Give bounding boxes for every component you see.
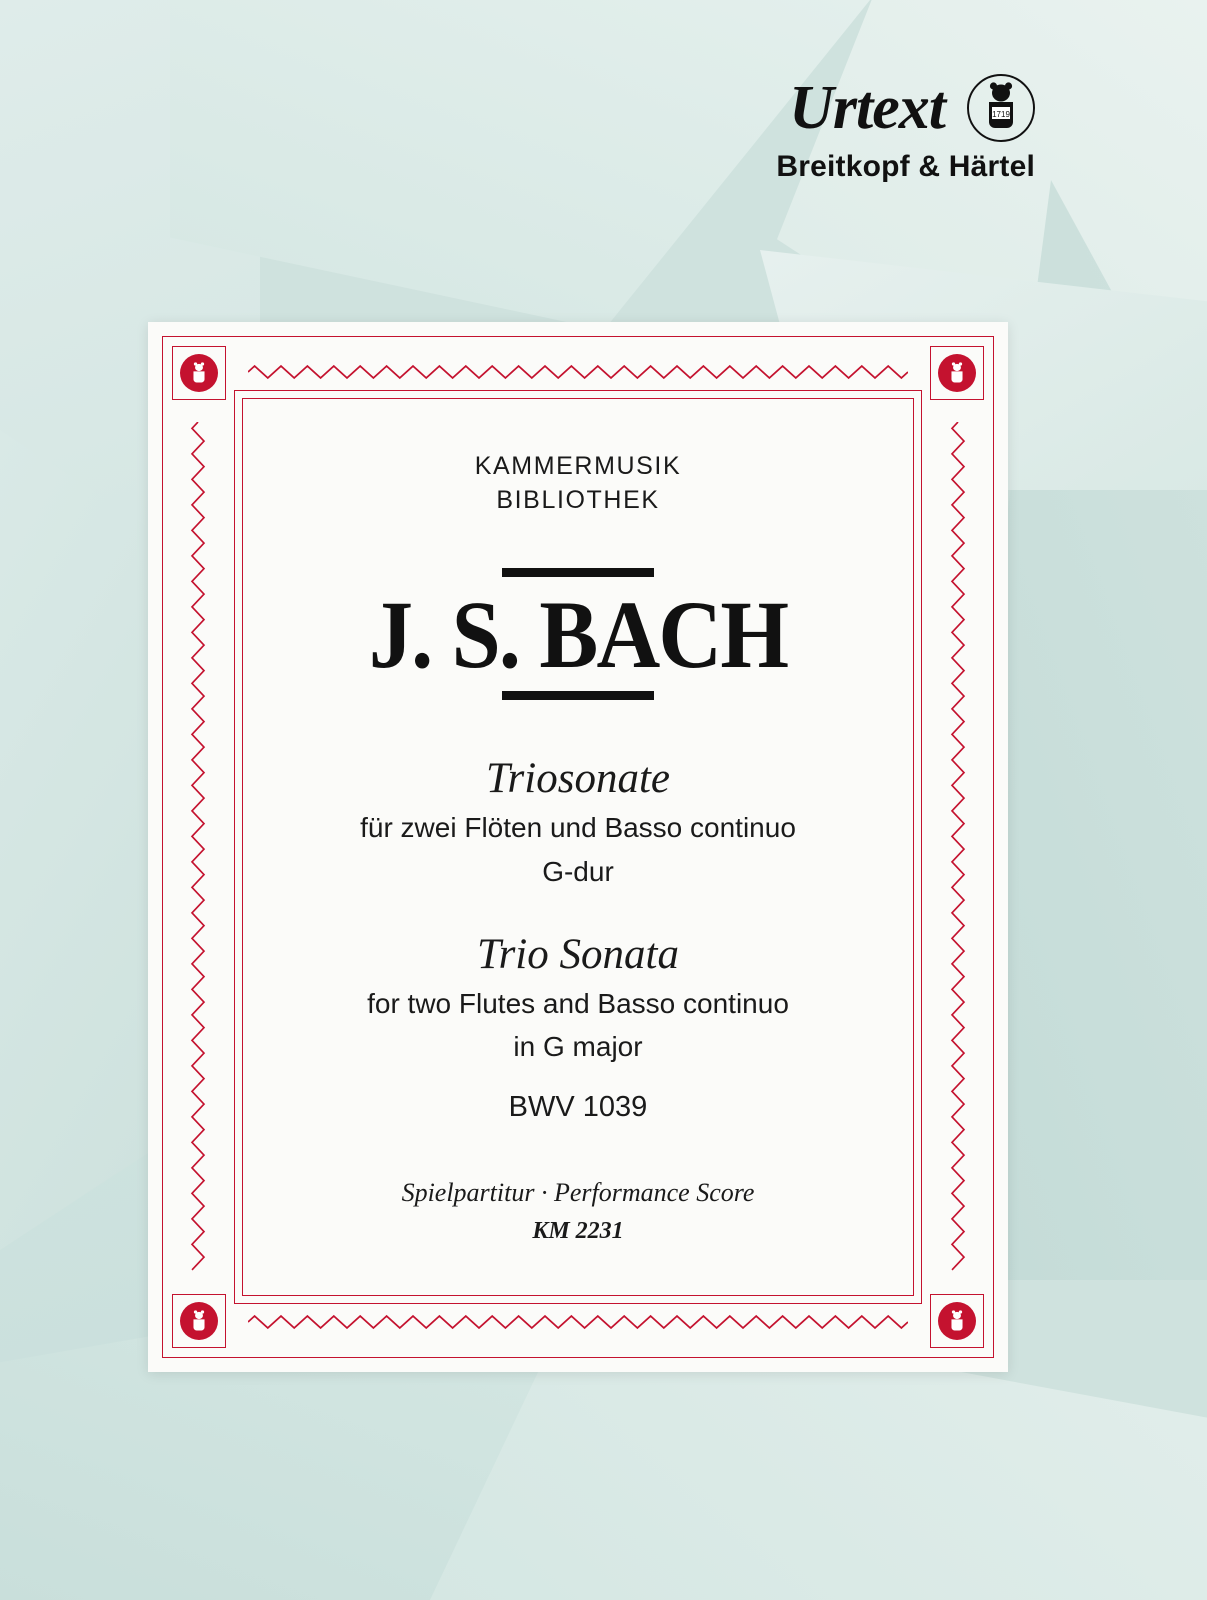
breitkopf-bear-logo-icon <box>967 74 1035 142</box>
corner-medallion-bottom-right <box>930 1294 984 1348</box>
bear-medallion-icon <box>180 1302 218 1340</box>
work-title-german: Triosonate <box>486 755 670 803</box>
bear-medallion-icon <box>938 1302 976 1340</box>
work-subtitle-english-line-1: for two Flutes and Basso continuo <box>367 987 789 1019</box>
publisher-name: Breitkopf & Härtel <box>776 150 1035 183</box>
bear-medallion-icon <box>180 354 218 392</box>
publisher-mark-row <box>715 74 1035 142</box>
zigzag-ornament-left <box>190 422 206 1272</box>
series-title <box>258 450 898 518</box>
score-type: Spielpartitur · Performance Score <box>401 1178 755 1208</box>
publisher-mark <box>715 74 1035 184</box>
corner-medallion-bottom-left <box>172 1294 226 1348</box>
work-subtitle-german-line-1: für zwei Flöten und Basso continuo <box>360 812 796 844</box>
svg-text:1719: 1719 <box>992 110 1010 119</box>
series-title-line-2: BIBLIOTHEK <box>496 485 660 514</box>
composer-block <box>258 568 898 701</box>
series-title-line-1: KAMMERMUSIK <box>474 452 682 480</box>
composer-rule-bottom <box>502 691 654 700</box>
catalog-number: BWV 1039 <box>508 1091 648 1124</box>
work-subtitle-german-line-2: G-dur <box>542 855 614 887</box>
bear-medallion-icon <box>938 354 976 392</box>
plate-number: KM 2231 <box>532 1218 624 1245</box>
cover-content <box>258 418 898 1276</box>
zigzag-ornament-bottom <box>248 1314 908 1330</box>
zigzag-ornament-right <box>950 422 966 1272</box>
corner-medallion-top-right <box>930 346 984 400</box>
composer-rule-top <box>502 568 654 577</box>
work-title-english: Trio Sonata <box>477 930 679 978</box>
zigzag-ornament-top <box>248 364 908 380</box>
urtext-label: Urtext <box>789 74 945 142</box>
composer-name: J. S. BACH <box>368 580 788 688</box>
cover-sheet <box>148 322 1008 1372</box>
work-subtitle-english-line-2: in G major <box>513 1031 643 1062</box>
corner-medallion-top-left <box>172 346 226 400</box>
